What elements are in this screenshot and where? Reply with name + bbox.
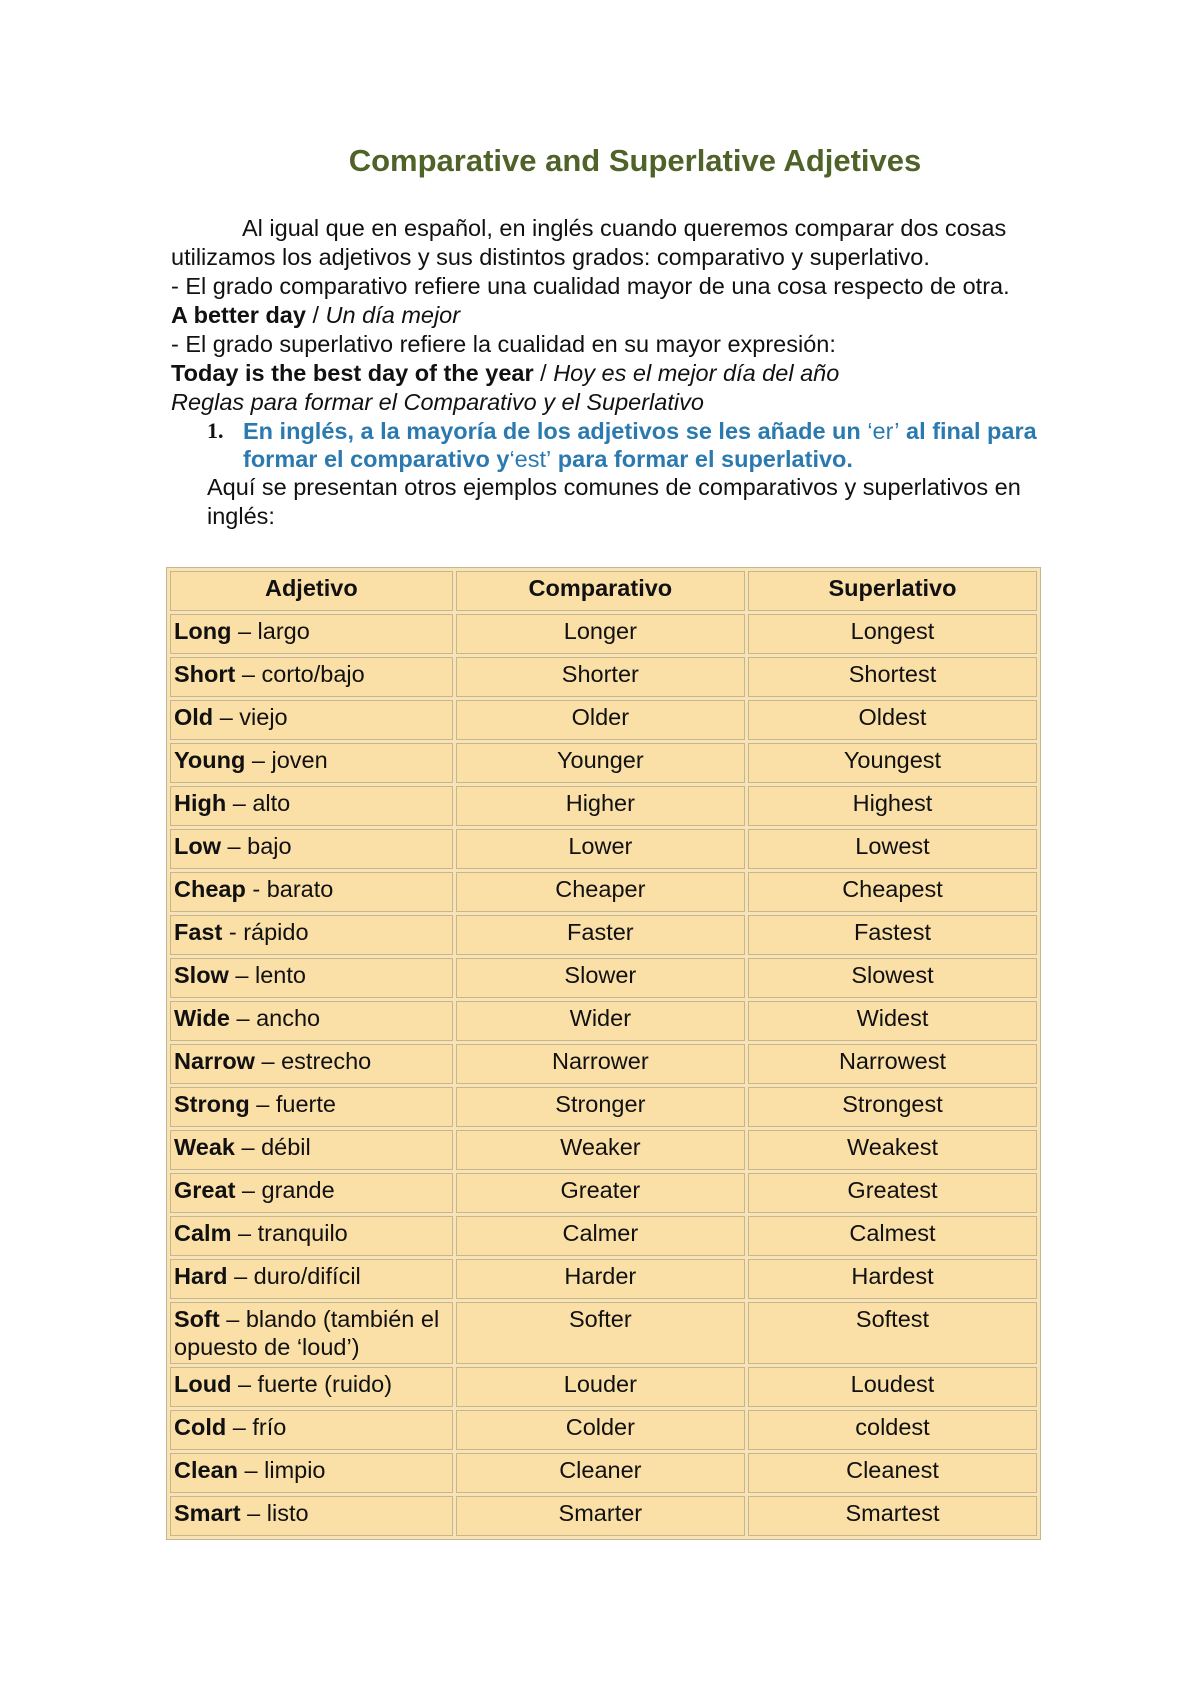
adjective-cell xyxy=(170,614,453,654)
superlative-cell: Calmest xyxy=(748,1216,1037,1256)
adjective-word: Narrow xyxy=(174,1048,255,1074)
comparative-cell: Older xyxy=(456,700,745,740)
adjective-word: Strong xyxy=(174,1091,250,1117)
adjective-translation: – lento xyxy=(228,962,306,988)
adjective-cell xyxy=(170,700,453,740)
adjective-translation: - rápido xyxy=(222,919,309,945)
comparative-cell: Calmer xyxy=(456,1216,745,1256)
table-header-row xyxy=(170,571,1037,611)
superlative-cell: Cleanest xyxy=(748,1453,1037,1493)
adjective-cell xyxy=(170,915,453,955)
adjective-word: Clean xyxy=(174,1457,238,1483)
table-row xyxy=(170,700,1037,740)
adjective-translation: – listo xyxy=(240,1500,309,1526)
table-row xyxy=(170,1087,1037,1127)
adjective-translation: – viejo xyxy=(213,704,288,730)
table-row xyxy=(170,958,1037,998)
superlative-definition: - El grado superlativo refiere la cualidad en su mayor expresión: xyxy=(171,331,836,357)
example-separator: / xyxy=(305,302,326,328)
adjective-cell xyxy=(170,1044,453,1084)
superlative-cell: Slowest xyxy=(748,958,1037,998)
header-comparativo: Comparativo xyxy=(456,571,745,611)
adjective-word: Young xyxy=(174,747,246,773)
adjective-word: Cheap xyxy=(174,876,246,902)
table-row xyxy=(170,1410,1037,1450)
comparative-example xyxy=(171,301,1051,330)
table-row xyxy=(170,786,1037,826)
superlative-cell: Strongest xyxy=(748,1087,1037,1127)
adjective-word: Wide xyxy=(174,1005,230,1031)
table-row xyxy=(170,1044,1037,1084)
table-row xyxy=(170,1302,1037,1364)
superlative-cell: Narrowest xyxy=(748,1044,1037,1084)
superlative-cell: Highest xyxy=(748,786,1037,826)
document-body xyxy=(171,214,1051,531)
table-body xyxy=(170,614,1037,1536)
comparative-cell: Shorter xyxy=(456,657,745,697)
adjective-word: Smart xyxy=(174,1500,241,1526)
adjective-word: Cold xyxy=(174,1414,227,1440)
rules-heading: Reglas para formar el Comparativo y el Superlativo xyxy=(171,389,704,415)
adjective-word: Hard xyxy=(174,1263,228,1289)
comparative-cell: Louder xyxy=(456,1367,745,1407)
superlative-example-spanish: Hoy es el mejor día del año xyxy=(553,360,840,386)
superlative-cell: Fastest xyxy=(748,915,1037,955)
adjective-cell xyxy=(170,1087,453,1127)
example-separator: / xyxy=(533,360,554,386)
adjective-translation: – débil xyxy=(234,1134,311,1160)
adjective-translation: – limpio xyxy=(238,1457,326,1483)
adjective-cell xyxy=(170,1453,453,1493)
adjective-cell xyxy=(170,1173,453,1213)
comparative-definition: - El grado comparativo refiere una cualidad mayor de una cosa respecto de otra. xyxy=(171,273,1010,299)
adjective-cell xyxy=(170,786,453,826)
adjective-translation: – blando (también el opuesto de ‘loud’) xyxy=(174,1306,440,1360)
comparative-example-english: A better day xyxy=(171,302,306,328)
adjective-word: Weak xyxy=(174,1134,235,1160)
superlative-example xyxy=(171,359,1051,388)
intro-paragraph: Al igual que en español, en inglés cuando queremos comparar dos cosas utilizamos los adjetivos y sus distintos grados: comparativo y superlativo. xyxy=(171,215,1007,270)
superlative-example-english: Today is the best day of the year xyxy=(171,360,534,386)
table-row xyxy=(170,1496,1037,1536)
adjective-word: Great xyxy=(174,1177,236,1203)
comparative-cell: Weaker xyxy=(456,1130,745,1170)
comparative-cell: Cleaner xyxy=(456,1453,745,1493)
adjective-translation: – tranquilo xyxy=(231,1220,348,1246)
comparative-cell: Stronger xyxy=(456,1087,745,1127)
table-row xyxy=(170,657,1037,697)
comparative-cell: Colder xyxy=(456,1410,745,1450)
comparative-cell: Wider xyxy=(456,1001,745,1041)
adjective-word: Short xyxy=(174,661,236,687)
header-adjetivo: Adjetivo xyxy=(170,571,453,611)
rule-number: 1. xyxy=(207,418,224,443)
comparative-cell: Smarter xyxy=(456,1496,745,1536)
adjective-word: Low xyxy=(174,833,221,859)
adjective-translation: – estrecho xyxy=(254,1048,372,1074)
adjective-translation: – alto xyxy=(226,790,291,816)
table-row xyxy=(170,1216,1037,1256)
table-row xyxy=(170,1001,1037,1041)
comparative-cell: Lower xyxy=(456,829,745,869)
table-row xyxy=(170,915,1037,955)
superlative-cell: Widest xyxy=(748,1001,1037,1041)
header-superlativo: Superlativo xyxy=(748,571,1037,611)
table-row xyxy=(170,614,1037,654)
comparative-cell: Greater xyxy=(456,1173,745,1213)
adjective-cell xyxy=(170,1302,453,1364)
superlative-cell: Hardest xyxy=(748,1259,1037,1299)
superlative-cell: Loudest xyxy=(748,1367,1037,1407)
adjective-word: Slow xyxy=(174,962,229,988)
adjective-word: High xyxy=(174,790,227,816)
table-row xyxy=(170,1259,1037,1299)
table-row xyxy=(170,1173,1037,1213)
adjective-cell xyxy=(170,958,453,998)
table-row xyxy=(170,872,1037,912)
adjective-translation: – fuerte xyxy=(249,1091,336,1117)
adjective-word: Soft xyxy=(174,1306,220,1332)
comparative-cell: Longer xyxy=(456,614,745,654)
table-row xyxy=(170,1367,1037,1407)
comparative-cell: Softer xyxy=(456,1302,745,1364)
adjective-translation: – grande xyxy=(235,1177,335,1203)
adjective-translation: – frío xyxy=(226,1414,287,1440)
adjective-cell xyxy=(170,872,453,912)
superlative-cell: Softest xyxy=(748,1302,1037,1364)
adjective-word: Loud xyxy=(174,1371,232,1397)
table-row xyxy=(170,829,1037,869)
table-row xyxy=(170,1453,1037,1493)
comparative-cell: Younger xyxy=(456,743,745,783)
table-row xyxy=(170,743,1037,783)
superlative-cell: Cheapest xyxy=(748,872,1037,912)
comparative-cell: Harder xyxy=(456,1259,745,1299)
rule-quote-er: ‘er’ xyxy=(867,418,900,444)
adjective-cell xyxy=(170,1216,453,1256)
adjective-translation: – corto/bajo xyxy=(235,661,365,687)
adjective-cell xyxy=(170,1367,453,1407)
adjective-cell xyxy=(170,829,453,869)
adjective-translation: – largo xyxy=(231,618,310,644)
comparative-cell: Cheaper xyxy=(456,872,745,912)
rule-text: al final para formar el comparativo y xyxy=(243,418,1037,472)
adjectives-table xyxy=(166,567,1041,1540)
adjective-translation: - barato xyxy=(245,876,334,902)
superlative-cell: Longest xyxy=(748,614,1037,654)
adjective-word: Fast xyxy=(174,919,223,945)
comparative-cell: Higher xyxy=(456,786,745,826)
adjective-cell xyxy=(170,1496,453,1536)
comparative-cell: Faster xyxy=(456,915,745,955)
superlative-cell: Lowest xyxy=(748,829,1037,869)
adjective-translation: – bajo xyxy=(221,833,292,859)
adjective-cell xyxy=(170,1259,453,1299)
adjective-translation: – duro/difícil xyxy=(227,1263,361,1289)
table-row xyxy=(170,1130,1037,1170)
superlative-cell: coldest xyxy=(748,1410,1037,1450)
adjective-translation: – fuerte (ruido) xyxy=(231,1371,393,1397)
rule-item-1 xyxy=(171,417,1051,473)
comparative-example-spanish: Un día mejor xyxy=(325,302,461,328)
adjective-translation: – joven xyxy=(245,747,328,773)
adjective-word: Calm xyxy=(174,1220,232,1246)
adjective-word: Long xyxy=(174,618,232,644)
adjective-cell xyxy=(170,1410,453,1450)
superlative-cell: Oldest xyxy=(748,700,1037,740)
adjective-word: Old xyxy=(174,704,214,730)
superlative-cell: Smartest xyxy=(748,1496,1037,1536)
superlative-cell: Shortest xyxy=(748,657,1037,697)
adjective-cell xyxy=(170,743,453,783)
adjective-cell xyxy=(170,657,453,697)
adjective-cell xyxy=(170,1001,453,1041)
comparative-cell: Slower xyxy=(456,958,745,998)
page-title: Comparative and Superlative Adjetives xyxy=(348,143,922,178)
superlative-cell: Youngest xyxy=(748,743,1037,783)
rule-quote-est: ‘est’ xyxy=(509,446,552,472)
examples-intro: Aquí se presentan otros ejemplos comunes de comparativos y superlativos en inglés: xyxy=(207,474,1021,529)
adjective-cell xyxy=(170,1130,453,1170)
superlative-cell: Weakest xyxy=(748,1130,1037,1170)
rule-text: para formar el superlativo. xyxy=(551,446,853,472)
rule-text: En inglés, a la mayoría de los adjetivos se les añade un xyxy=(243,418,868,444)
comparative-cell: Narrower xyxy=(456,1044,745,1084)
superlative-cell: Greatest xyxy=(748,1173,1037,1213)
adjective-translation: – ancho xyxy=(229,1005,321,1031)
